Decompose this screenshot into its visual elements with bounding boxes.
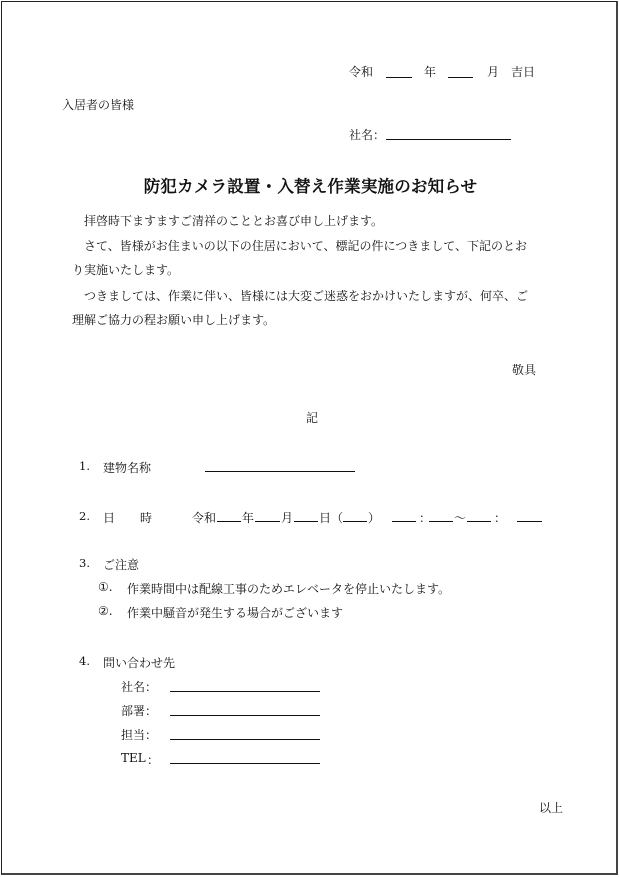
end-colon: ：: [494, 511, 507, 525]
datetime-month-unit: 月: [281, 511, 294, 525]
date-era: 令和: [349, 65, 374, 79]
start-hour-blank: [392, 521, 416, 522]
datetime-day-blank: [294, 521, 318, 522]
datetime-year-blank: [217, 521, 241, 522]
datetime-era: 令和: [192, 511, 217, 525]
date-year-blank: [386, 65, 412, 78]
ijou-end-mark: 以上: [539, 801, 564, 815]
time-range-tilde: ～: [454, 511, 467, 525]
contact-company-blank: [170, 691, 320, 692]
datetime-month-blank: [255, 521, 280, 522]
date-year-unit: 年: [424, 65, 437, 79]
date-month-unit: 月: [487, 65, 500, 79]
ki-heading: 記: [306, 411, 319, 425]
paragraph-2-line-1: さて、皆様がお住まいの以下の住居において、標記の件につきまして、下記のとお: [84, 239, 528, 253]
building-name-label: 建物名称: [103, 461, 152, 475]
start-colon: ：: [419, 511, 432, 525]
contact-person-blank: [170, 739, 320, 740]
closing-keigu: 敬具: [512, 363, 537, 377]
contact-tel-colon: ：: [147, 753, 160, 767]
datetime-year-unit: 年: [242, 511, 255, 525]
contact-company-label: 社名：: [121, 680, 158, 694]
item-4-number: 4.: [79, 654, 90, 668]
greeting-paragraph: 拝啓時下ますますご清祥のこととお喜び申し上げます。: [84, 214, 384, 228]
start-minute-blank: [429, 521, 453, 522]
item-1-number: 1.: [79, 459, 90, 473]
note-1-text: 作業時間中は配線工事のためエレベータを停止いたします。: [127, 582, 451, 596]
datetime-weekday-blank: [343, 521, 367, 522]
contact-dept-blank: [170, 715, 320, 716]
contact-label: 問い合わせ先: [103, 656, 176, 670]
paragraph-2-line-2: り実施いたします。: [72, 263, 180, 277]
addressee: 入居者の皆様: [62, 98, 135, 112]
document-title: 防犯カメラ設置・入替え作業実施のお知らせ: [143, 177, 478, 196]
sender-company-label: 社名：: [349, 128, 386, 142]
note-2-text: 作業中騒音が発生する場合がございます: [127, 606, 344, 620]
note-2-mark: ②.: [98, 604, 113, 618]
sender-company-blank: [386, 139, 511, 140]
note-1-mark: ①.: [98, 580, 113, 594]
end-hour-blank: [467, 521, 491, 522]
document-page: [1, 1, 618, 875]
item-3-number: 3.: [79, 556, 90, 570]
datetime-label-a: 日: [103, 511, 116, 525]
date-day: 吉日: [511, 65, 536, 79]
paragraph-3-line-2: 理解ご協力の程お願い申し上げます。: [72, 313, 276, 327]
datetime-paren-close: ）: [368, 511, 381, 525]
contact-tel-blank: [170, 763, 320, 764]
contact-dept-label: 部署：: [121, 704, 158, 718]
datetime-label-b: 時: [140, 511, 153, 525]
building-name-blank: [205, 471, 355, 472]
datetime-paren-open: （: [331, 511, 344, 525]
contact-tel-label: TEL: [121, 751, 146, 765]
item-2-number: 2.: [79, 509, 90, 523]
date-month-blank: [448, 65, 473, 78]
paragraph-3-line-1: つきましては、作業に伴い、皆様には大変ご迷惑をおかけいたしますが、何卒、ご: [84, 289, 529, 303]
end-minute-blank: [517, 521, 542, 522]
datetime-day-unit: 日: [319, 511, 332, 525]
contact-person-label: 担当：: [121, 728, 158, 742]
notes-label: ご注意: [103, 558, 140, 572]
